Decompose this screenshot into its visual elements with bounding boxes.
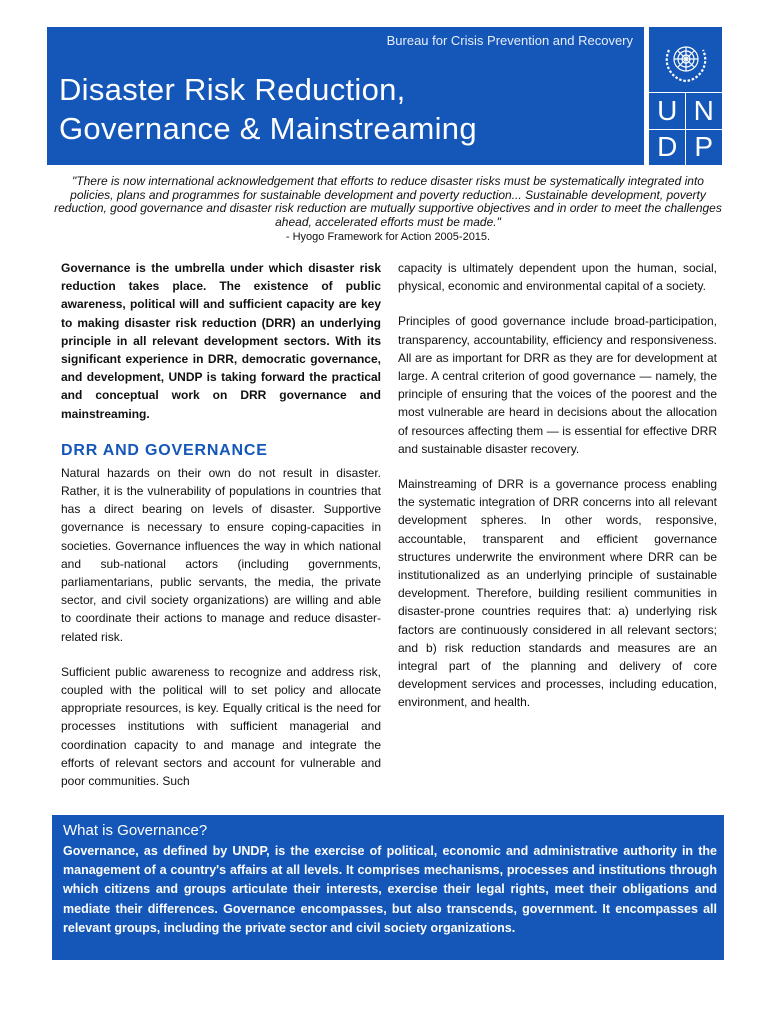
left-column (61, 259, 381, 790)
governance-callout (52, 815, 724, 960)
quote-source: - Hyogo Framework for Action 2005-2015. (285, 231, 491, 243)
logo-letters (649, 93, 722, 165)
logo-letter: D (657, 131, 678, 162)
body-paragraph: Mainstreaming of DRR is a governance process enabling the systematic integration of DRR concerns into all relevant development spheres. In other words, responsive, accountable, transparent and efficient governance structures underwrite the environment where DRR can be institutionalized as an underlying principle of sustainable development. Therefore, building resilient communities in disaster-prone countries requires that: a) underlying risk factors are continuously considered in all relevant sectors; and b) risk reduction standards and measures are an integral part of the planning and delivery of core development services and processes, including education, environment, and health. (398, 477, 717, 710)
callout-heading: What is Governance? (63, 822, 208, 839)
undp-logo (649, 27, 722, 165)
section-heading: DRR AND GOVERNANCE (61, 441, 268, 459)
body-paragraph: capacity is ultimately dependent upon the human, social, physical, economic and environmental capital of a society. (398, 261, 717, 294)
title-line-1: Disaster Risk Reduction, (59, 72, 406, 107)
title-line-2: Governance & Mainstreaming (59, 111, 477, 146)
logo-letter: U (657, 95, 678, 126)
body-paragraph: Principles of good governance include broad-participation, transparency, accountability, efficiency and responsiveness. All are as important for DRR as they are for development at large. A central criterion of good governance — namely, the principle of ensuring that the voices of the poorest and the most vulnerable are heard in decisions about the allocation of resources affecting them — is essential for effective DRR and sustainable disaster recovery. (398, 314, 717, 456)
un-emblem-icon (660, 34, 712, 86)
logo-letter: N (693, 95, 714, 126)
logo-letter: P (694, 131, 714, 162)
body-paragraph: Sufficient public awareness to recognize and address risk, coupled with the political will to set policy and allocate appropriate resources, is key. Equally critical is the need for processes institutions with sufficient managerial and coordination capacity to and manage and integrate the efforts of relevant sectors and account for vulnerable and poor communities. Such (61, 664, 381, 789)
page-title (59, 70, 477, 148)
hyogo-quote: "There is now international acknowledgement that efforts to reduce disaster risks must be systematically integrated into policies, plans and programmes for sustainable development and poverty reduction... Sustainable development, poverty reduction, good governance and disaster risk reduction are mutually supportive objectives and in order to meet the challenges ahead, accelerated efforts must be made." (54, 174, 722, 229)
lead-paragraph: Governance is the umbrella under which disaster risk reduction takes place. The existence of public awareness, political will and sufficient capacity are key to making disaster risk reduction (DRR) an underlying principle in all relevant development sectors. With its significant experience in DRR, democratic governance, and development, UNDP is taking forward the practical and conceptual work on DRR governance and mainstreaming. (61, 261, 381, 421)
title-banner (47, 27, 644, 165)
body-paragraph: Natural hazards on their own do not result in disaster. Rather, it is the vulnerability of populations in countries that has a direct bearing on levels of disaster. Supportive governance is necessary to ensure coping-capacities in societies. Governance influences the way in which national and sub-national actors (including governments, parliamentarians, public servants, the media, the private sector, and civil society organizations) are willing and able to coordinate their actions to manage and reduce disaster-related risk. (61, 465, 381, 644)
right-column (398, 259, 717, 712)
callout-text: Governance, as defined by UNDP, is the exercise of political, economic and administrative authority in the management of a country's affairs at all levels. It comprises mechanisms, processes and institutions through which citizens and groups articulate their interests, exercise their legal rights, meet their obligations and mediate their differences. Governance encompasses, but also transcends, government. It encompasses all relevant groups, including the private sector and civil society organizations. (63, 844, 717, 935)
bureau-name: Bureau for Crisis Prevention and Recovery (386, 33, 633, 48)
